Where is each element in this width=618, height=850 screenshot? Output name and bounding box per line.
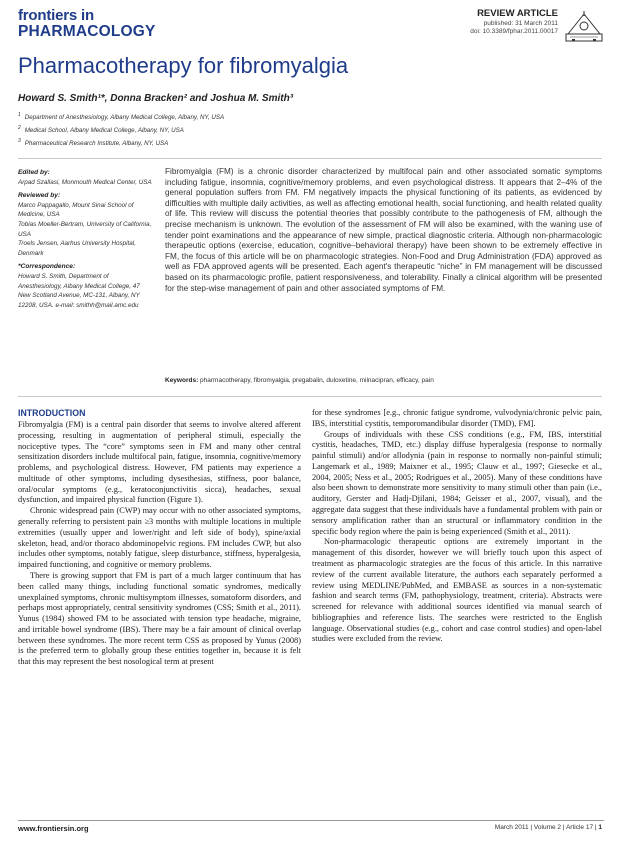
reviewer-2: Tobias Moeller-Bertram, University of California, USA (18, 220, 152, 238)
journal-name-line1: frontiers in (18, 7, 94, 24)
footer-issue-info (495, 824, 602, 831)
footer-divider (18, 820, 604, 821)
author-list: Howard S. Smith¹*, Donna Bracken² and Joshua M. Smith³ (18, 93, 294, 104)
journal-emblem-icon (564, 8, 604, 44)
article-title: Pharmacotherapy for fibromyalgia (18, 53, 349, 78)
paragraph: There is growing support that FM is part of a much larger continuum that has been called many things, including functional somatic syndromes, medically unexplained symptoms, chronic multisymptom illnesses, somatoform disorders, and perhaps most appropriately, central sensitivity syndromes (CSS; Smith et al., 2011). Yunus (1984) showed FM to be associated with tension type headache, migraine, and irritable bowel syndrome (IBS). There may be a fair amount of clinical overlap between these syndromes. The more recent term CSS as proposed by Yunus (2008) is the preferred term to globally group these entities together in, because it is felt that this may represent the best nosological term at present (18, 570, 301, 667)
published-date: published: 31 March 2011 (483, 20, 558, 27)
page-number: 1 (598, 824, 602, 831)
keywords (165, 377, 434, 384)
article-type: REVIEW ARTICLE (477, 8, 558, 19)
reviewed-by-label: Reviewed by: (18, 192, 61, 200)
issue-info: March 2011 | Volume 2 | Article 17 | (494, 824, 597, 831)
editor: Arpad Szallasi, Monmouth Medical Center, USA (18, 178, 152, 186)
page-header (18, 8, 604, 48)
edited-by-label: Edited by: (18, 169, 50, 176)
body-column-left (18, 420, 301, 668)
abstract-divider (18, 396, 602, 397)
correspondence-label: *Correspondence: (18, 263, 76, 271)
footer-website[interactable]: www.frontiersin.org (18, 824, 89, 833)
paragraph: for these syndromes [e.g., chronic fatigue syndrome, vulvodynia/chronic pelvic pain, IBS, interstitial cystitis, temporomandibular disorder (TMD), FM]. (312, 408, 602, 428)
article-meta (470, 8, 558, 36)
header-divider (18, 158, 602, 159)
affiliation-3: $^3$ Pharmaceutical Research Institute, Albany, NY, USA (18, 138, 169, 148)
paragraph: Fibromyalgia (FM) is a central pain disorder that seems to involve altered afferent processing, resulting in augmentation of peripheral stimuli, especially the nociceptive types. The “core” symptoms seen in FM and many other central sensitization disorders include multifocal pain, fatigue, insomnia, cognitive/memory problems, and psychological distress. However, FM patients may experience a multitude of other symptoms, including dysesthesias, stiffness, poor balance, oral/ocular symptoms (e.g., keratoconjunctivitis sicca), headaches, sexual dysfunction, and impaired physical function (Figure 1). (18, 420, 301, 505)
editorial-sidebar (18, 168, 153, 314)
paragraph: Chronic widespread pain (CWP) may occur with no other associated symptoms, generally referring to persistent pain ≥3 months with multiple locations in multiple extremities (usually upper and lower/right and left side of body), spine/axial skeleton, head, and/or thoraco abdominopelvic regions. FM includes CWP, but also includes other symptoms, notably fatigue, sleep disturbance, stiffness, hyperalgesia, impaired functioning, and cognitive or memory problems. (18, 506, 301, 570)
keywords-list: pharmacotherapy, fibromyalgia, pregabalin, duloxetine, milnacipran, efficacy, pain (200, 377, 434, 384)
section-heading-introduction: INTRODUCTION (18, 408, 86, 418)
reviewer-3: Troels Jensen, Aarhus University Hospital, Denmark (18, 240, 136, 257)
abstract: Fibromyalgia (FM) is a chronic disorder characterized by multifocal pain and other associated somatic symptoms including fatigue, insomnia, cognitive/memory problems, and even psychological distress. It appears that 2–4% of the general population suffers from FM. FM negatively impacts the physical functioning of its patients, as evidenced by difficulties with multiple daily activities, as well as affecting emotional health, social functioning, and health related quality of life. This review will discuss the potential theories that possibly contribute to the pathogenesis of FM, although the precise mechanism is unknown. The evolution of the assessment of FM will also be examined, with the waning use of tender point examinations and the appearance of new simple, practical diagnostic criteria. Although non-pharmacologic therapeutic options (exercise, education, cognitive–behavioral therapy) have been shown to be extremely effective in FM, the focus of this article will be on pharmacologic strategies. Non-Food and Drug Administration (FDA) approved as well as FDA approved agents will be presented. Each agent's therapeutic “niche” in FM management will be discussed based on its pharmacologic profile, patient responsiveness, and tolerability. Finally a clinical algorithm will be presented for the step-wise management of pain and other associated symptoms of FM. (165, 167, 602, 293)
reviewer-1: Marco Pappagallo, Mount Sinai School of Medicine, USA (18, 201, 134, 219)
doi[interactable]: doi: 10.3389/fphar.2011.00017 (470, 28, 558, 35)
correspondence-text: Howard S. Smith, Department of Anesthesiology, Albany Medical College, 47 New Scotland Avenue, MC-131, Albany, NY 12208, USA. e-mail: smithh@mail.amc.edu (18, 272, 140, 309)
affiliations (18, 110, 224, 149)
paragraph: Groups of individuals with these CSS conditions (e.g., FM, IBS, interstitial cystitis, headaches, TMD, etc.) display diffuse hyperalgesia (response to normally painful stimuli) and/or allodynia (pain in response to normally non-painful stimuli; Langemark et al., 1989; Maixner et al., 1995; Clauw et al., 1997; Giesecke et al., 2004, 2005; Ness et al., 2005; Rodrigues et al., 2005). Many of these conditions have also been shown to demonstrate more sensitivity to many stimuli other than pain (i.e., auditory, Gerster and Hadj-Djilani, 1984; Geisser et al., 2007, visual), and the aggregate data suggest that these individuals have a fundamental problem with pain or sensory amplification rather than an structural or inflammatory condition in the specific body region where the pain is being experienced (Smith et al., 2011). (312, 429, 602, 536)
keywords-label: Keywords: (165, 377, 199, 384)
paragraph: Non-pharmacologic therapeutic options are extremely important in the management of this disorder, however we will briefly touch upon this aspect of treatment as pharmacologic strategies are the focus of this article. In this narrative review of the current available literature, the authors each separately performed a review using MEDLINE/PubMed, and EMBASE as sources in a non-systematic fashion and search terms (FM, pathophysiology, treatment, criteria). Abstracts were screened for relevance with additional sources identified via manual search of bibliographies and reference lists. The searches were restricted to the English language. Observational studies (e.g., cohort and case control studies) and open-label studies were excluded from the review. (312, 537, 602, 644)
affiliation-2: $^2$ Medical School, Albany Medical College, Albany, NY, USA (18, 125, 184, 135)
journal-name-line2: PHARMACOLOGY (18, 23, 156, 40)
affiliation-1: $^1$ Department of Anesthesiology, Albany Medical College, Albany, NY, USA (18, 112, 225, 122)
body-column-right (312, 408, 602, 645)
